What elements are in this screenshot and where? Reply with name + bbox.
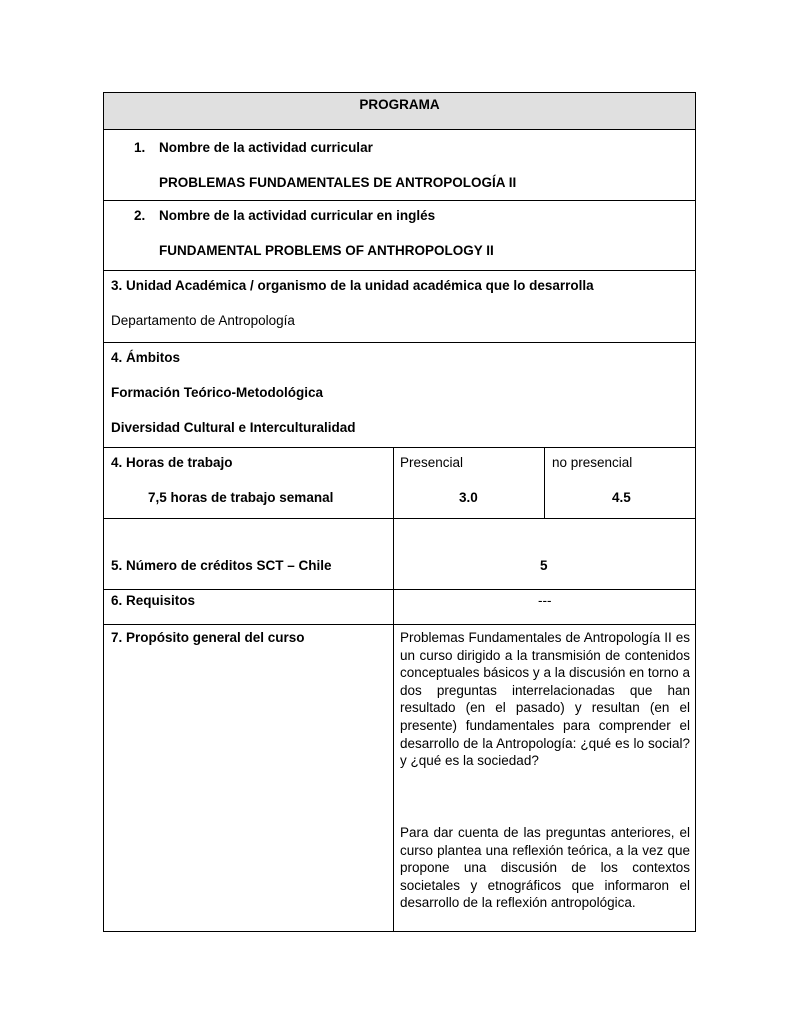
weekly-hours-summary: 7,5 horas de trabajo semanal (148, 490, 334, 505)
section-1-row (104, 130, 695, 201)
program-title: PROGRAMA (359, 97, 440, 112)
no-presencial-value: 4.5 (612, 490, 631, 505)
section-3-row (104, 271, 695, 343)
section-7-label: 7. Propósito general del curso (111, 630, 305, 645)
section-1-value: PROBLEMAS FUNDAMENTALES DE ANTROPOLOGÍA II (159, 175, 517, 190)
section-4a-label: 4. Ámbitos (111, 350, 181, 365)
ambito-item: Formación Teórico-Metodológica (111, 385, 324, 400)
presencial-value: 3.0 (459, 490, 478, 505)
section-1-label: Nombre de la actividad curricular (159, 140, 373, 155)
section-2-label: Nombre de la actividad curricular en inglés (159, 208, 436, 223)
section-4b-label: 4. Horas de trabajo (111, 455, 233, 470)
section-4b-row (104, 448, 695, 519)
purpose-paragraph: Problemas Fundamentales de Antropología II es un curso dirigido a la transmisión de contenidos conceptuales básicos y a la discusión en torno a dos preguntas interrelacionadas que han resultado (en el pasado) y resultan (en el presente) fundamentales para comprender el desarrollo de la Antropología: ¿qué es lo social? y ¿qué es la sociedad? (400, 630, 690, 769)
section-3-value: Departamento de Antropología (111, 313, 295, 328)
presencial-label: Presencial (400, 455, 464, 470)
no-presencial-label: no presencial (552, 455, 633, 470)
section-2-value: FUNDAMENTAL PROBLEMS OF ANTHROPOLOGY II (159, 243, 494, 258)
credits-value: 5 (540, 558, 548, 573)
section-2-row (104, 201, 695, 271)
section-5-row (104, 519, 695, 590)
requisitos-value: --- (538, 593, 552, 608)
section-7-row (104, 625, 695, 931)
ambito-item: Diversidad Cultural e Interculturalidad (111, 420, 356, 435)
section-6-row (104, 590, 695, 625)
program-table (103, 92, 696, 932)
section-1-number: 1. (134, 140, 146, 155)
section-5-label: 5. Número de créditos SCT – Chile (111, 558, 332, 573)
section-2-number: 2. (134, 208, 146, 223)
purpose-paragraph: Para dar cuenta de las preguntas anteriores, el curso plantea una reflexión teórica, a la vez que propone una discusión de los contextos societales y etnográficos que informaron el desarrollo de la reflexión antropológica. (400, 825, 690, 911)
section-4a-row (104, 343, 695, 448)
section-6-label: 6. Requisitos (111, 593, 196, 608)
program-header-row (104, 93, 695, 130)
section-3-label: 3. Unidad Académica / organismo de la unidad académica que lo desarrolla (111, 278, 594, 293)
